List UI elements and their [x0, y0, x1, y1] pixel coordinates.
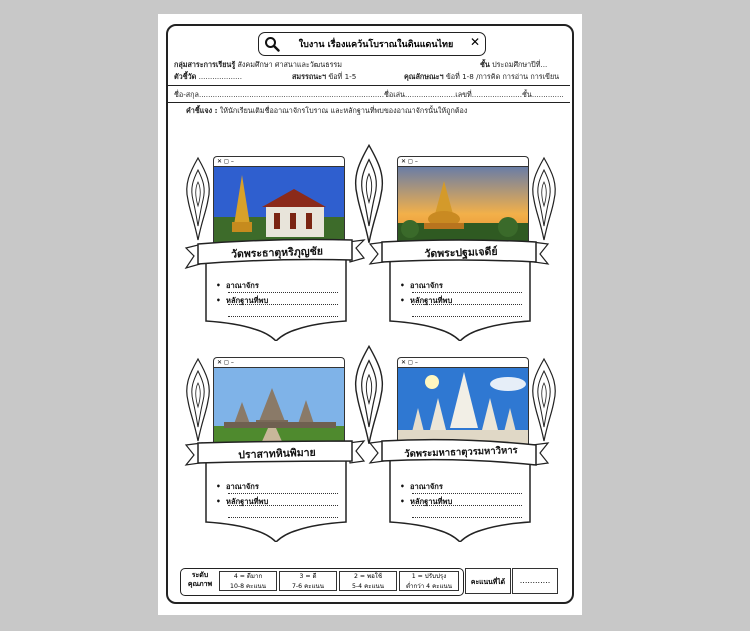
answer-bullets: • อาณาจักร • หลักฐานที่พบ: [216, 281, 269, 305]
answer-line[interactable]: [412, 315, 522, 317]
temple-card: [182, 357, 352, 542]
answer-line[interactable]: [228, 492, 338, 494]
temple-name: ปราสาทหินพิมาย: [238, 446, 316, 462]
temple-photo: [213, 367, 345, 445]
temple-photo: [213, 166, 345, 244]
temple-photo: [397, 367, 529, 445]
title-bar: [258, 32, 486, 56]
answer-line[interactable]: [228, 291, 338, 293]
window-controls: ✕ ◻ –: [397, 357, 529, 367]
window-controls: ✕ ◻ –: [213, 156, 345, 166]
worksheet-title: ใบงาน เรื่องแคว้นโบราณในดินแดนไทย: [298, 40, 454, 50]
level-4: 4 = ดีมาก 10-8 คะแนน: [219, 571, 277, 591]
divider: [168, 85, 570, 86]
answer-line[interactable]: [412, 492, 522, 494]
level-1: 1 = ปรับปรุง ต่ำกว่า 4 คะแนน: [399, 571, 459, 591]
answer-line[interactable]: [412, 291, 522, 293]
level-3: 3 = ดี 7-6 คะแนน: [279, 571, 337, 591]
temple-name: วัดพระมหาธาตุวรมหาวิหาร: [404, 445, 518, 460]
temple-card: [366, 357, 536, 542]
answer-line[interactable]: [412, 303, 522, 305]
desired-traits: คุณลักษณะฯ ข้อที่ 1-8 /การคิด การอ่าน การเขียน: [404, 72, 560, 81]
window-controls: ✕ ◻ –: [213, 357, 345, 367]
competency: สมรรถนะฯ ข้อที่ 1-5: [292, 72, 357, 81]
search-icon: [264, 36, 280, 52]
temple-photo: [397, 166, 529, 244]
answer-bullets: • อาณาจักร • หลักฐานที่พบ: [400, 281, 453, 305]
close-icon: ✕: [469, 35, 480, 49]
answer-bullets: • อาณาจักร • หลักฐานที่พบ: [216, 482, 269, 506]
window-controls: ✕ ◻ –: [397, 156, 529, 166]
subject-group: กลุ่มสาระการเรียนรู้ สังคมศึกษา ศาสนาและวัฒนธรรม: [174, 60, 343, 69]
worksheet-page: [158, 14, 582, 615]
temple-card: [182, 156, 352, 341]
divider: [168, 102, 570, 103]
instruction: คำชี้แจง : ให้นักเรียนเติมชื่ออาณาจักรโบราณ และหลักฐานที่พบของอาณาจักรนั้นให้ถูกต้อง: [186, 106, 468, 115]
answer-line[interactable]: [228, 516, 338, 518]
quality-rubric: [180, 568, 464, 596]
temple-card: [366, 156, 536, 341]
temple-name: วัดพระปฐมเจดีย์: [424, 245, 498, 261]
indicator: ตัวชี้วัด ...................: [174, 72, 243, 81]
student-info: ชื่อ-สกุล.................................................................................ชื่อเล่น......................เลขที่......................ชั้น..............: [174, 90, 564, 99]
score-label: คะแนนที่ได้: [465, 568, 511, 594]
answer-line[interactable]: [228, 504, 338, 506]
grade-level: ชั้น ประถมศึกษาปีที่...: [480, 60, 548, 69]
score-field[interactable]: ............: [512, 568, 558, 594]
level-2: 2 = พอใช้ 5-4 คะแนน: [339, 571, 397, 591]
quality-label: ระดับ คุณภาพ: [187, 571, 213, 588]
answer-line[interactable]: [412, 504, 522, 506]
answer-bullets: • อาณาจักร • หลักฐานที่พบ: [400, 482, 453, 506]
answer-line[interactable]: [412, 516, 522, 518]
temple-name: วัดพระธาตุหริภุญชัย: [230, 245, 324, 261]
answer-line[interactable]: [228, 303, 338, 305]
answer-line[interactable]: [228, 315, 338, 317]
